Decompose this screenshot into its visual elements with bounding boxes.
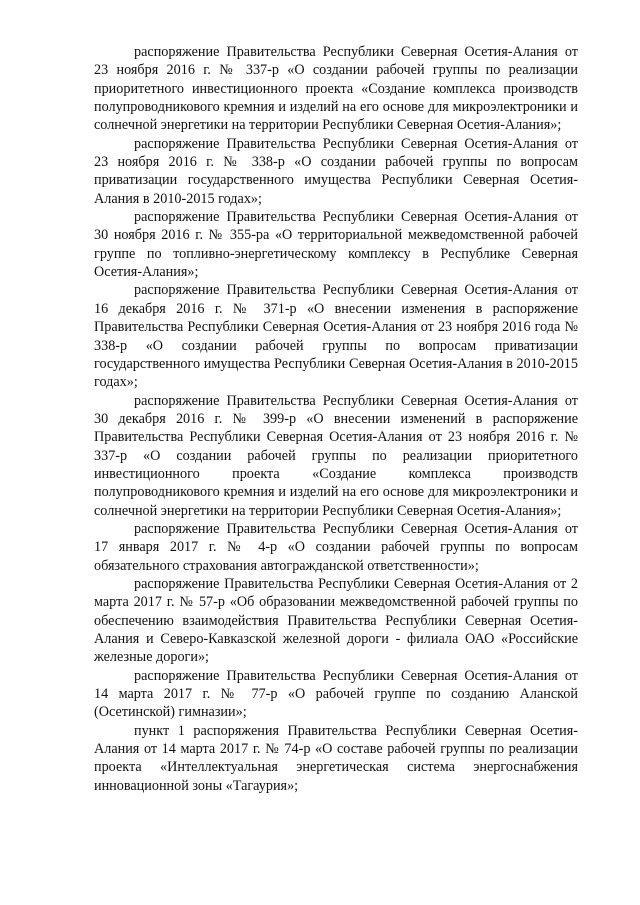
paragraph-1: распоряжение Правительства Республики Северная Осетия-Алания от 23 ноября 2016 г. № 337-р «О создании рабочей группы по реализации приоритетного инвестиционного проекта «Создание комплекса производств полупроводникового кремния и изделий на его основе для микроэлектроники и солнечной энергетики на территории Республики Северная Осетия-Алания»;: [94, 44, 578, 134]
paragraph-9: пункт 1 распоряжения Правительства Республики Северная Осетия-Алания от 14 марта 2017 г. № 74-р «О составе рабочей группы по реализации проекта «Интеллектуальная энергетическая система энергоснабжения инновационной зоны «Тагаурия»;: [94, 722, 578, 794]
paragraph-3: распоряжение Правительства Республики Северная Осетия-Алания от 30 ноября 2016 г. № 355-ра «О территориальной межведомственной рабочей группе по топливно-энергетическому комплексу в Республике Северная Осетия-Алания»;: [94, 209, 578, 281]
paragraph-2: распоряжение Правительства Республики Северная Осетия-Алания от 23 ноября 2016 г. № 338-р «О создании рабочей группы по вопросам приватизации государственного имущества Республики Северная Осетия-Алания в 2010-2015 годах»;: [94, 135, 578, 207]
paragraph-5: распоряжение Правительства Республики Северная Осетия-Алания от 30 декабря 2016 г. № 399-р «О внесении изменений в распоряжение Правительства Республики Северная Осетия-Алания от 23 ноября 2016 г. № 337-р «О создании рабочей группы по реализации приоритетного инвестиционного проекта «Создание комплекса производств полупроводникового кремния и изделий на его основе для микроэлектроники и солнечной энергетики на территории Республики Северная Осетия-Алания»;: [94, 392, 578, 519]
document-body: [94, 43, 578, 795]
paragraph-4: распоряжение Правительства Республики Северная Осетия-Алания от 16 декабря 2016 г. № 371-р «О внесении изменения в распоряжение Правительства Республики Северная Осетия-Алания от 23 ноября 2016 года № 338-р «О создании рабочей группы по вопросам приватизации государственного имущества Республики Северная Осетия-Алания в 2010-2015 годах»;: [94, 282, 578, 391]
paragraph-8: распоряжение Правительства Республики Северная Осетия-Алания от 14 марта 2017 г. № 77-р «О рабочей группе по созданию Аланской (Осетинской) гимназии»;: [94, 667, 578, 721]
paragraph-7: распоряжение Правительства Республики Северная Осетия-Алания от 2 марта 2017 г. № 57-р «Об образовании межведомственной рабочей группы по обеспечению взаимодействия Правительства Республики Северная Осетия-Алания и Северо-Кавказской железной дороги - филиала ОАО «Российские железные дороги»;: [94, 575, 578, 666]
paragraph-6: распоряжение Правительства Республики Северная Осетия-Алания от 17 января 2017 г. № 4-р «О создании рабочей группы по вопросам обязательного страхования автогражданской ответственности»;: [94, 520, 578, 574]
